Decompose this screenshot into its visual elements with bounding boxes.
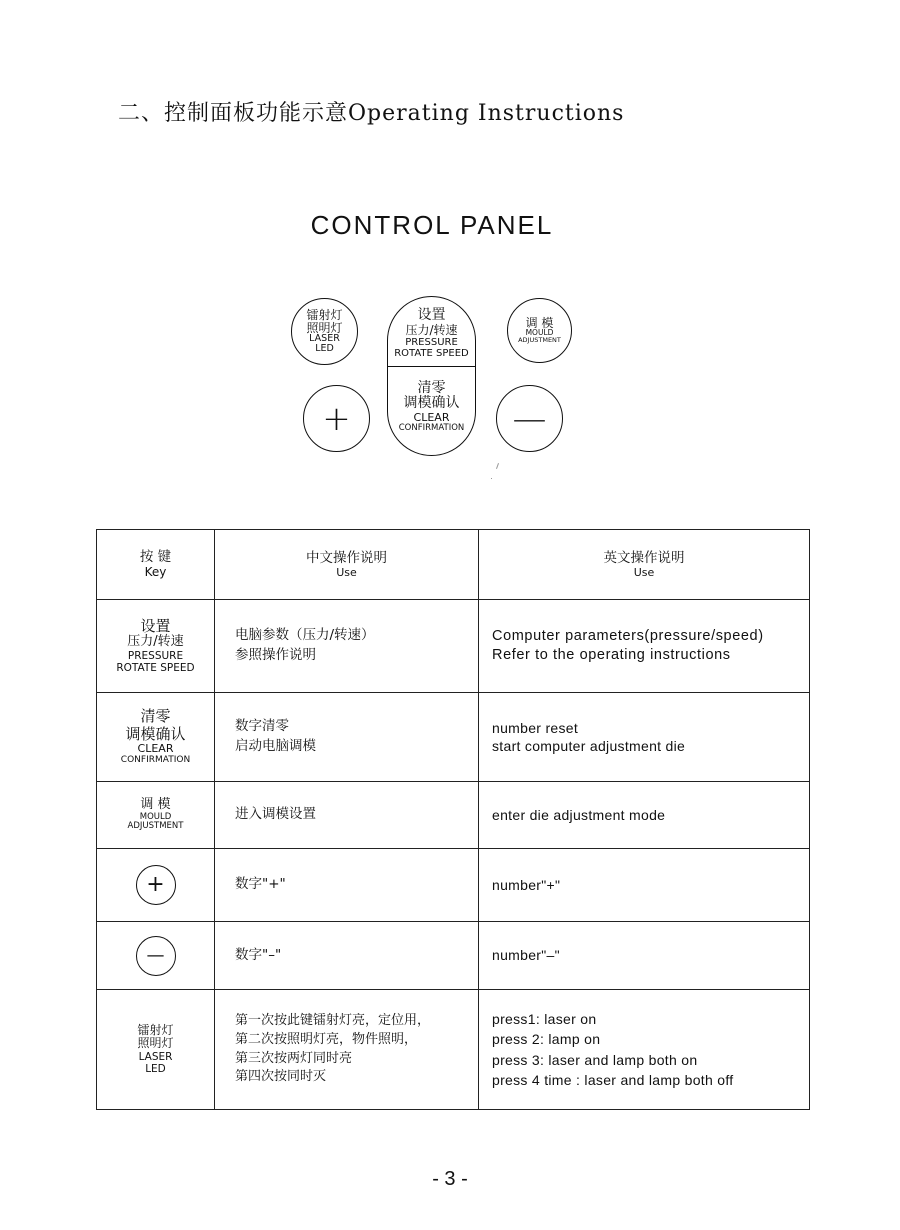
settings-button-cn1: 设置 [417, 307, 446, 324]
key-cn1: 调 模 [140, 796, 171, 812]
key-en2: ADJUSTMENT [127, 821, 184, 832]
clear-button-cn1: 清零 [417, 379, 446, 396]
settings-button-en1: PRESSURE [405, 336, 458, 348]
plus-icon: + [322, 398, 351, 439]
en-line: start computer adjustment die [492, 738, 686, 754]
key-en1: MOULD [139, 811, 172, 822]
mould-button-en2: ADJUSTMENT [518, 336, 561, 345]
clear-button-en2: CONFIRMATION [398, 422, 465, 433]
scan-speck [496, 463, 499, 469]
table-row [97, 922, 810, 990]
scan-speck [491, 478, 492, 479]
key-cn2: 调模确认 [125, 724, 186, 743]
en-description [479, 922, 810, 990]
cn-description [215, 693, 479, 782]
header-cn-use-en: Use [336, 566, 357, 579]
section-heading: 二、控制面板功能示意Operating Instructions [118, 101, 625, 126]
cn-line: 启动电脑调模 [235, 738, 316, 754]
settings-clear-button-group [387, 296, 476, 456]
plus-button[interactable] [303, 385, 370, 452]
clear-button-en1: CLEAR [413, 410, 450, 424]
header-key-cn: 按 键 [139, 549, 172, 566]
key-clear [97, 693, 215, 782]
table-row [97, 849, 810, 922]
clear-confirmation-button[interactable] [388, 367, 475, 447]
table-row [97, 693, 810, 782]
en-line: Computer parameters(pressure/speed) [492, 628, 764, 645]
key-en2: ROTATE SPEED [116, 662, 195, 675]
cn-line: 电脑参数（压力/转速） [235, 627, 375, 644]
en-description [479, 782, 810, 849]
en-description [479, 693, 810, 782]
settings-button-cn2: 压力/转速 [405, 322, 458, 337]
key-mould [97, 782, 215, 849]
header-en-use [479, 530, 810, 600]
key-cn2: 压力/转速 [127, 634, 184, 650]
key-cn1: 清零 [140, 707, 171, 726]
key-cn1: 设置 [140, 616, 171, 635]
laser-button-cn2: 照明灯 [306, 320, 343, 335]
minus-button[interactable] [496, 385, 563, 452]
cn-line: 第三次按两灯同时亮 [235, 1050, 353, 1066]
cn-line: 参照操作说明 [235, 647, 316, 663]
mould-button-en1: MOULD [525, 328, 554, 338]
en-description [479, 990, 810, 1110]
key-laser [97, 990, 215, 1110]
key-cn1: 镭射灯 [137, 1022, 174, 1037]
en-line: number"–" [492, 947, 560, 964]
settings-button[interactable] [388, 297, 475, 366]
key-plus [97, 849, 215, 922]
settings-button-en2: ROTATE SPEED [394, 347, 469, 359]
mould-button-cn1: 调 模 [525, 315, 554, 330]
table-row [97, 990, 810, 1110]
key-en1: CLEAR [137, 741, 174, 755]
header-en-use-en: Use [633, 566, 655, 579]
en-line: number reset [492, 719, 579, 736]
cn-line: 第二次按照明灯亮，物件照明， [235, 1031, 418, 1047]
key-minus [97, 922, 215, 990]
en-line: press 3: laser and lamp both on [492, 1051, 698, 1068]
clear-button-cn2: 调模确认 [403, 395, 460, 412]
header-cn-use-cn: 中文操作说明 [306, 549, 387, 566]
en-line: press 2: lamp on [492, 1031, 601, 1048]
header-cn-use [215, 530, 479, 600]
cn-description [215, 922, 479, 990]
header-key [97, 530, 215, 600]
cn-description [215, 849, 479, 922]
key-cn2: 照明灯 [137, 1036, 174, 1051]
cn-description [215, 782, 479, 849]
header-key-en: Key [144, 565, 167, 580]
laser-button-en1: LASER [309, 333, 340, 345]
minus-icon: — [136, 936, 176, 976]
laser-led-button[interactable] [291, 298, 358, 365]
en-line: press1: laser on [492, 1010, 597, 1027]
control-panel-title: CONTROL PANEL [310, 210, 554, 240]
mould-adjustment-button[interactable] [507, 298, 572, 363]
cn-line: 进入调模设置 [235, 806, 316, 823]
cn-description [215, 990, 479, 1110]
table-row [97, 782, 810, 849]
laser-button-en2: LED [315, 343, 334, 355]
en-line: number"+" [492, 876, 561, 893]
header-en-use-cn: 英文操作说明 [603, 549, 685, 566]
plus-icon: + [136, 865, 176, 905]
operations-table [96, 529, 810, 1110]
laser-button-cn1: 镭射灯 [306, 307, 343, 322]
key-en2: CONFIRMATION [120, 755, 191, 766]
key-settings [97, 600, 215, 693]
cn-line: 第一次按此键镭射灯亮，定位用， [235, 1012, 431, 1028]
cn-line: 数字"+" [235, 876, 286, 893]
en-line: press 4 time : laser and lamp both off [492, 1071, 734, 1088]
minus-icon: — [512, 398, 547, 439]
cn-description [215, 600, 479, 693]
key-en1: PRESSURE [127, 650, 184, 663]
en-line: Refer to the operating instructions [492, 647, 731, 663]
en-line: enter die adjustment mode [492, 806, 666, 823]
cn-line: 数字"–" [235, 946, 282, 963]
key-en2: LED [145, 1063, 166, 1076]
key-en1: LASER [138, 1051, 173, 1064]
en-description [479, 600, 810, 693]
table-header-row [97, 530, 810, 600]
table-row [97, 600, 810, 693]
cn-line: 数字清零 [235, 718, 289, 735]
page-number: - 3 - [432, 1168, 468, 1190]
en-description [479, 849, 810, 922]
cn-line: 第四次按同时灭 [235, 1069, 327, 1085]
